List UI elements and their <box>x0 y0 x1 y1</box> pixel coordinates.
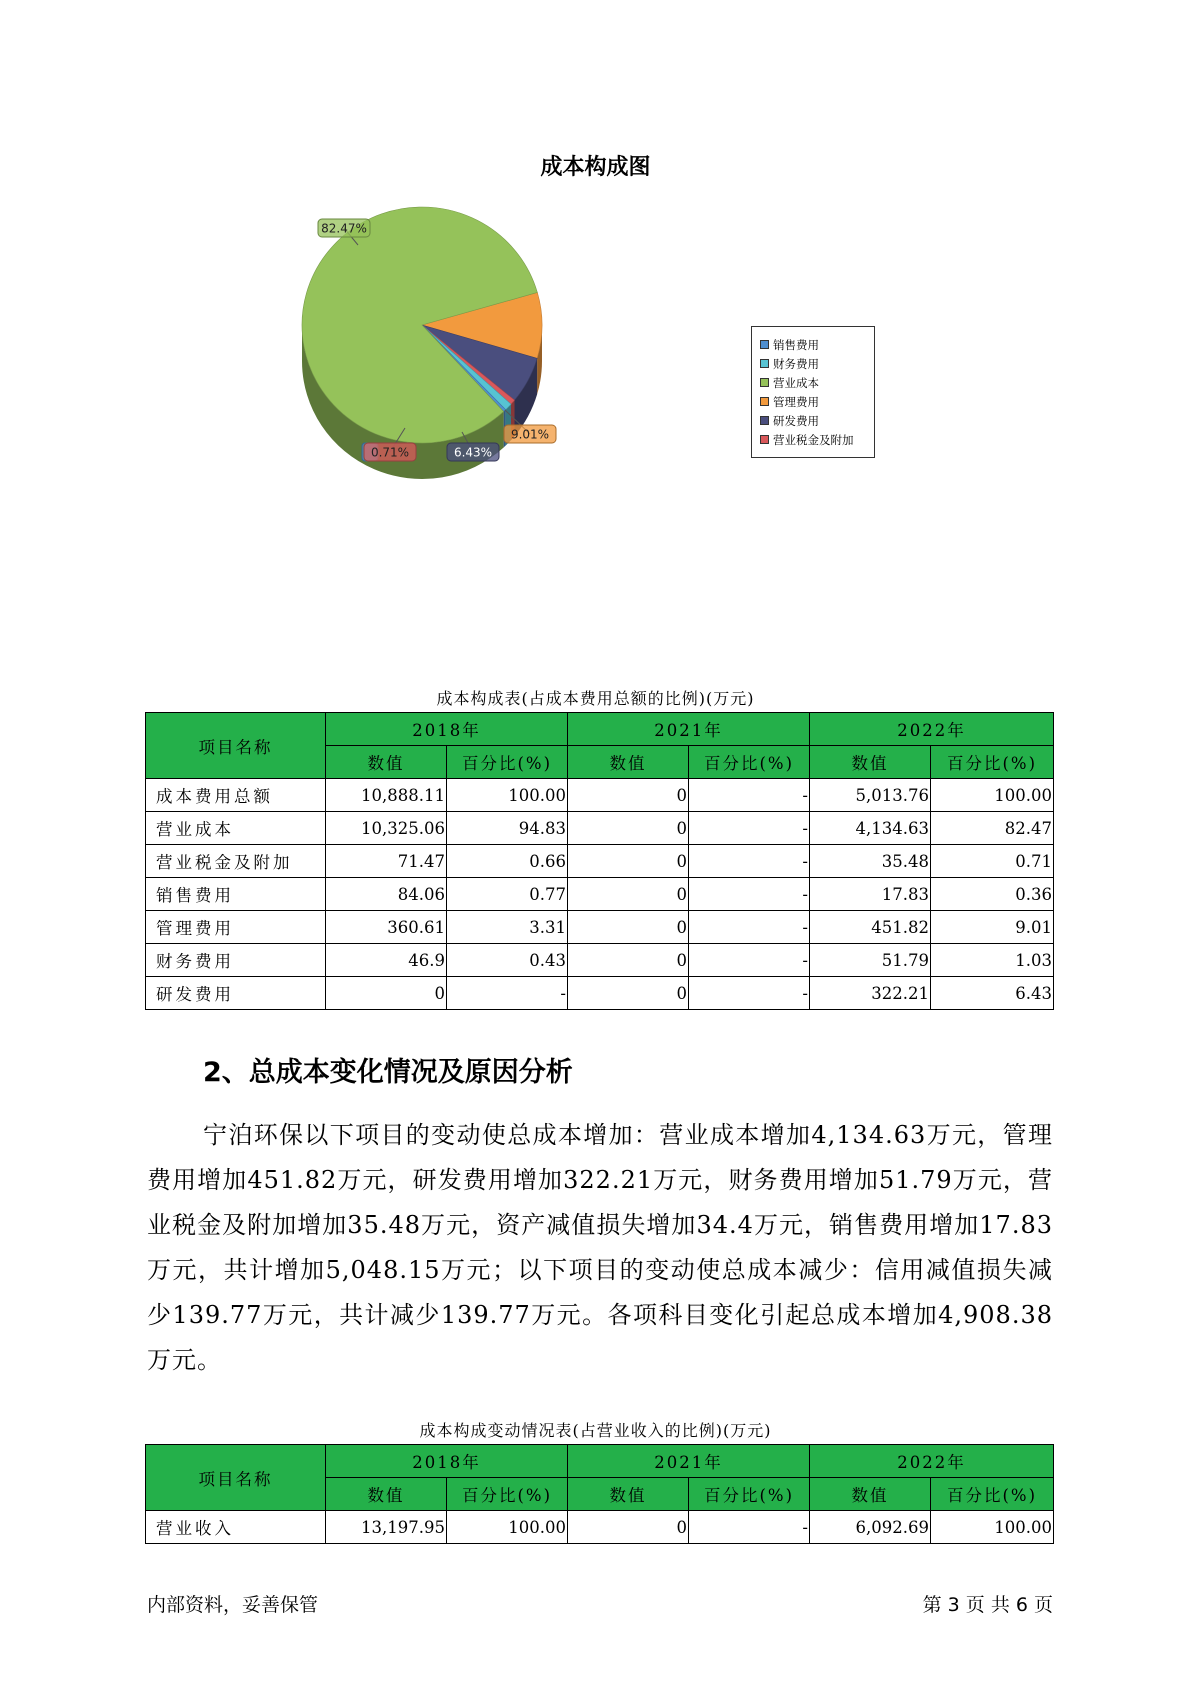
header-item-name: 项目名称 <box>146 713 326 779</box>
table-cell: 5,013.76 <box>810 779 931 812</box>
header-year: 2022年 <box>810 713 1054 746</box>
table-cell: 6.43 <box>931 977 1054 1010</box>
table-cell: - <box>689 845 810 878</box>
chart-title: 成本构成图 <box>540 155 651 180</box>
table-cell: 0.43 <box>447 944 568 977</box>
legend-item <box>760 354 874 373</box>
table-cell: 100.00 <box>931 1511 1054 1544</box>
table-cell: - <box>689 944 810 977</box>
table-row <box>146 911 1054 944</box>
legend-swatch <box>760 416 769 425</box>
section-heading: 2、总成本变化情况及原因分析 <box>203 1057 573 1088</box>
table-cell: 3.31 <box>447 911 568 944</box>
legend-item <box>760 411 874 430</box>
table-cell: - <box>689 878 810 911</box>
table-cell: - <box>689 779 810 812</box>
legend-swatch <box>760 435 769 444</box>
pie-label: 6.43% <box>453 445 493 460</box>
table-cell: 0 <box>568 812 689 845</box>
table-cell: 46.9 <box>326 944 447 977</box>
table-cell: - <box>689 911 810 944</box>
table-cell: - <box>689 1511 810 1544</box>
table-cell: 10,888.11 <box>326 779 447 812</box>
table-cell: 0 <box>568 1511 689 1544</box>
table-cell: 10,325.06 <box>326 812 447 845</box>
table-row <box>146 779 1054 812</box>
table-cell: - <box>447 977 568 1010</box>
row-name: 研发费用 <box>146 977 326 1010</box>
row-name: 销售费用 <box>146 878 326 911</box>
table-cell: 6,092.69 <box>810 1511 931 1544</box>
table-row <box>146 944 1054 977</box>
table-cell: 0 <box>568 944 689 977</box>
row-name: 成本费用总额 <box>146 779 326 812</box>
legend-label: 管理费用 <box>773 394 819 409</box>
cost-structure-table <box>145 712 1054 1010</box>
pie-label: 9.01% <box>510 427 550 442</box>
table1-caption: 成本构成表(占成本费用总额的比例)(万元) <box>436 689 755 708</box>
header-year: 2022年 <box>810 1445 1054 1478</box>
header-value: 数值 <box>568 746 689 779</box>
table-cell: 451.82 <box>810 911 931 944</box>
legend-item <box>760 335 874 354</box>
pie-label: 0.71% <box>370 445 410 460</box>
pie-chart <box>0 0 1191 520</box>
legend-item <box>760 373 874 392</box>
table-cell: 35.48 <box>810 845 931 878</box>
table-cell: 51.79 <box>810 944 931 977</box>
cost-change-table <box>145 1444 1054 1544</box>
table-cell: 71.47 <box>326 845 447 878</box>
table-cell: 100.00 <box>447 779 568 812</box>
table-cell: 322.21 <box>810 977 931 1010</box>
table-row <box>146 812 1054 845</box>
header-percent: 百分比(%) <box>689 1478 810 1511</box>
table-cell: 13,197.95 <box>326 1511 447 1544</box>
table-cell: 0.36 <box>931 878 1054 911</box>
header-value: 数值 <box>568 1478 689 1511</box>
header-value: 数值 <box>326 1478 447 1511</box>
table-cell: 1.03 <box>931 944 1054 977</box>
table-cell: 9.01 <box>931 911 1054 944</box>
legend-label: 营业税金及附加 <box>773 432 854 447</box>
legend-label: 销售费用 <box>773 337 819 352</box>
row-name: 营业税金及附加 <box>146 845 326 878</box>
table-cell: 0 <box>568 977 689 1010</box>
header-value: 数值 <box>326 746 447 779</box>
table-cell: - <box>689 812 810 845</box>
header-year: 2021年 <box>568 1445 810 1478</box>
table-cell: 0.66 <box>447 845 568 878</box>
analysis-paragraph: 宁泊环保以下项目的变动使总成本增加：营业成本增加4,134.63万元，管理费用增加451.82万元，研发费用增加322.21万元，财务费用增加51.79万元，营业税金及附加增加35.48万元，资产减值损失增加34.4万元，销售费用增加17.83万元，共计增加5,048.15万元；以下项目的变动使总成本减少：信用减值损失减少139.77万元，共计减少139.77万元。各项科目变化引起总成本增加4,908.38万元。 <box>147 1121 1053 1374</box>
table-row <box>146 845 1054 878</box>
table-cell: 100.00 <box>447 1511 568 1544</box>
header-year: 2018年 <box>326 1445 568 1478</box>
legend-label: 财务费用 <box>773 356 819 371</box>
row-name: 营业收入 <box>146 1511 326 1544</box>
legend-swatch <box>760 378 769 387</box>
table-row <box>146 878 1054 911</box>
table-cell: 0 <box>568 845 689 878</box>
table-cell: 0 <box>568 779 689 812</box>
legend-swatch <box>760 340 769 349</box>
table-cell: 0 <box>568 878 689 911</box>
header-value: 数值 <box>810 746 931 779</box>
header-percent: 百分比(%) <box>447 1478 568 1511</box>
legend-swatch <box>760 397 769 406</box>
table-cell: 94.83 <box>447 812 568 845</box>
table-cell: 360.61 <box>326 911 447 944</box>
row-name: 管理费用 <box>146 911 326 944</box>
table2-caption: 成本构成变动情况表(占营业收入的比例)(万元) <box>419 1421 772 1440</box>
legend-item <box>760 392 874 411</box>
table-cell: 0 <box>326 977 447 1010</box>
table-cell: 84.06 <box>326 878 447 911</box>
legend-label: 营业成本 <box>773 375 819 390</box>
header-year: 2018年 <box>326 713 568 746</box>
header-item-name: 项目名称 <box>146 1445 326 1511</box>
row-name: 财务费用 <box>146 944 326 977</box>
table-cell: 0 <box>568 911 689 944</box>
legend-swatch <box>760 359 769 368</box>
header-year: 2021年 <box>568 713 810 746</box>
legend-label: 研发费用 <box>773 413 819 428</box>
header-percent: 百分比(%) <box>447 746 568 779</box>
row-name: 营业成本 <box>146 812 326 845</box>
header-percent: 百分比(%) <box>931 746 1054 779</box>
table-cell: - <box>689 977 810 1010</box>
table-cell: 0.71 <box>931 845 1054 878</box>
legend-item <box>760 430 874 449</box>
table-cell: 100.00 <box>931 779 1054 812</box>
chart-legend <box>751 326 875 458</box>
table-cell: 17.83 <box>810 878 931 911</box>
footer-confidential: 内部资料，妥善保管 <box>147 1594 319 1616</box>
table-cell: 4,134.63 <box>810 812 931 845</box>
header-percent: 百分比(%) <box>931 1478 1054 1511</box>
table-cell: 0.77 <box>447 878 568 911</box>
pie-label: 82.47% <box>321 221 367 236</box>
table-row <box>146 977 1054 1010</box>
table-cell: 82.47 <box>931 812 1054 845</box>
header-percent: 百分比(%) <box>689 746 810 779</box>
table-row <box>146 1511 1054 1544</box>
header-value: 数值 <box>810 1478 931 1511</box>
footer-page-number: 第 3 页 共 6 页 <box>922 1594 1053 1616</box>
